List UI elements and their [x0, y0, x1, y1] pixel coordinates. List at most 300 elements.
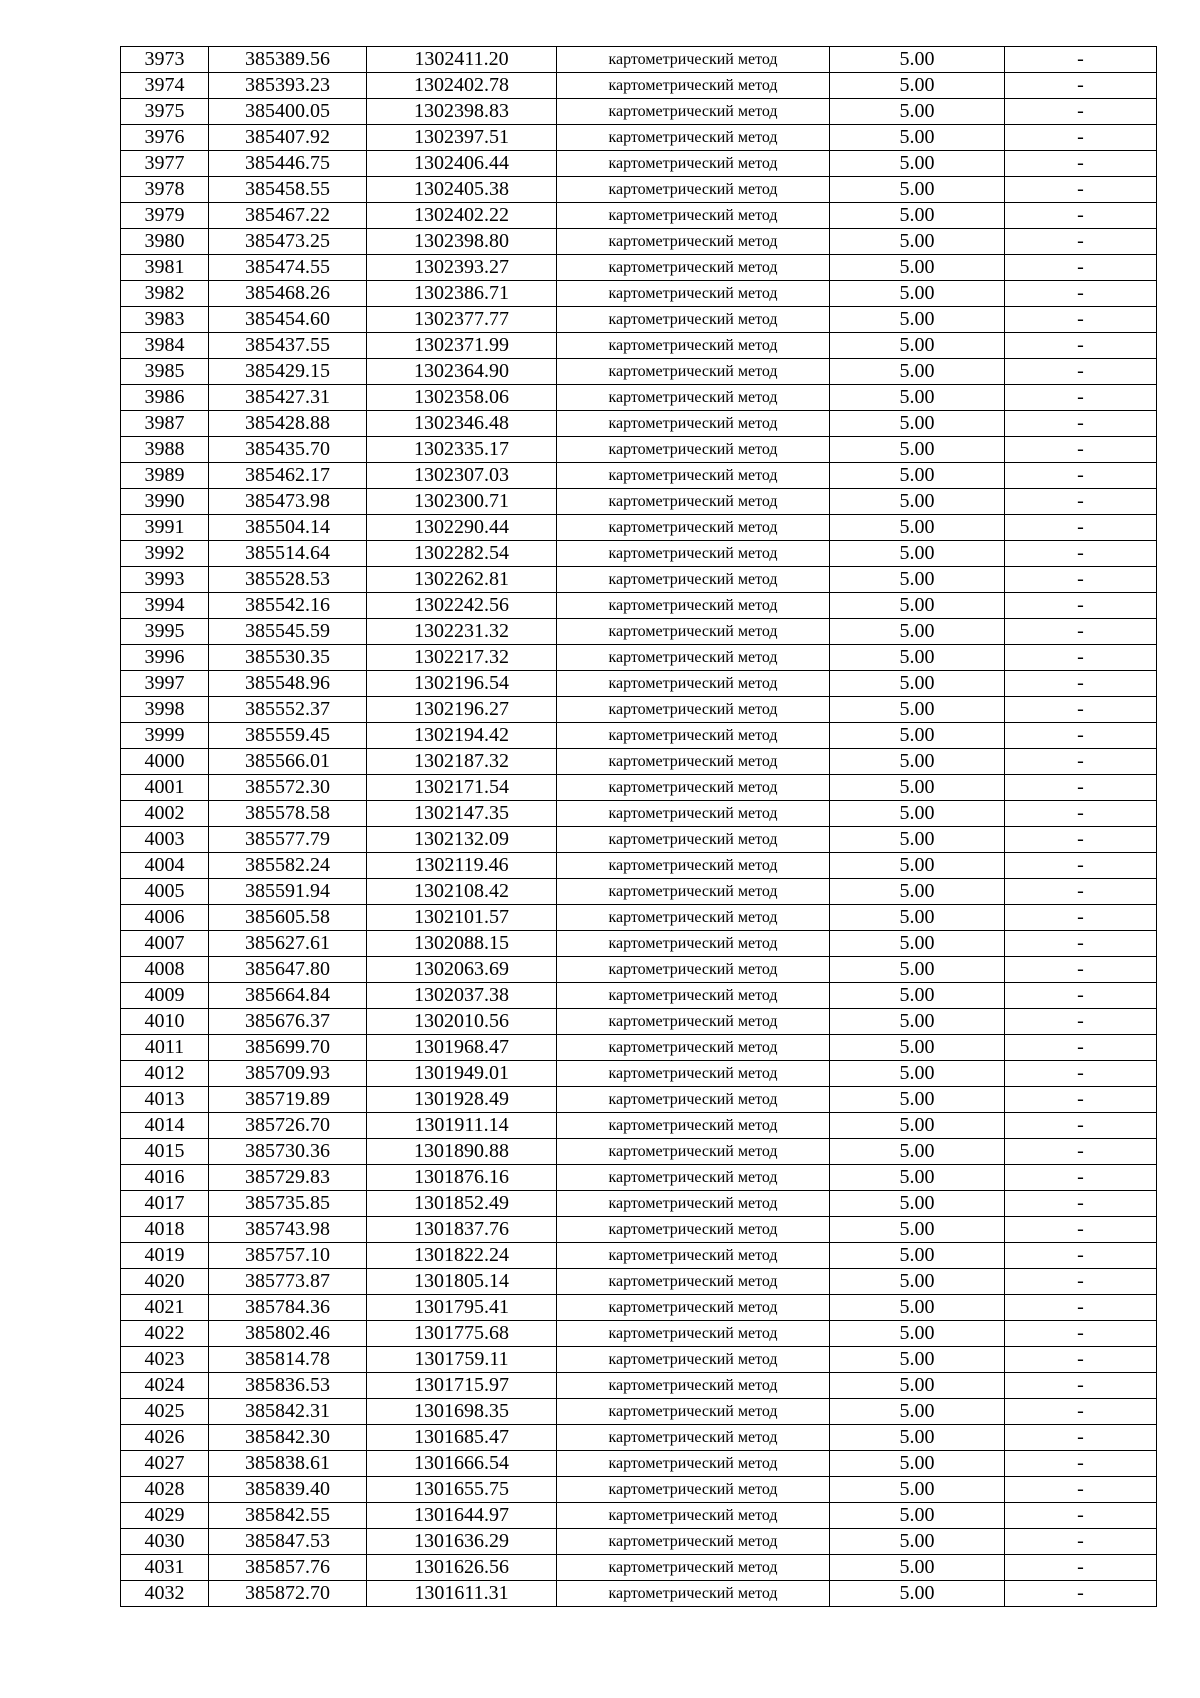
point-number-cell: 4030 [121, 1529, 209, 1555]
x-coordinate-cell: 385627.61 [209, 931, 367, 957]
accuracy-cell: 5.00 [830, 931, 1005, 957]
point-number-cell: 4009 [121, 983, 209, 1009]
x-coordinate-cell: 385842.31 [209, 1399, 367, 1425]
table-row [121, 1217, 1157, 1243]
y-coordinate-cell: 1302147.35 [367, 801, 557, 827]
point-number-cell: 3981 [121, 255, 209, 281]
method-cell: картометрический метод [557, 1477, 830, 1503]
x-coordinate-cell: 385836.53 [209, 1373, 367, 1399]
table-row [121, 957, 1157, 983]
accuracy-cell: 5.00 [830, 957, 1005, 983]
point-number-cell: 3993 [121, 567, 209, 593]
x-coordinate-cell: 385676.37 [209, 1009, 367, 1035]
note-cell: - [1005, 775, 1157, 801]
table-row [121, 541, 1157, 567]
table-row [121, 983, 1157, 1009]
table-row [121, 281, 1157, 307]
x-coordinate-cell: 385400.05 [209, 99, 367, 125]
table-row [121, 593, 1157, 619]
method-cell: картометрический метод [557, 905, 830, 931]
x-coordinate-cell: 385802.46 [209, 1321, 367, 1347]
method-cell: картометрический метод [557, 437, 830, 463]
accuracy-cell: 5.00 [830, 177, 1005, 203]
method-cell: картометрический метод [557, 177, 830, 203]
y-coordinate-cell: 1301666.54 [367, 1451, 557, 1477]
accuracy-cell: 5.00 [830, 411, 1005, 437]
y-coordinate-cell: 1302037.38 [367, 983, 557, 1009]
note-cell: - [1005, 333, 1157, 359]
accuracy-cell: 5.00 [830, 853, 1005, 879]
table-row [121, 1425, 1157, 1451]
point-number-cell: 4010 [121, 1009, 209, 1035]
y-coordinate-cell: 1302398.80 [367, 229, 557, 255]
x-coordinate-cell: 385407.92 [209, 125, 367, 151]
method-cell: картометрический метод [557, 229, 830, 255]
accuracy-cell: 5.00 [830, 879, 1005, 905]
point-number-cell: 3983 [121, 307, 209, 333]
point-number-cell: 3973 [121, 47, 209, 73]
accuracy-cell: 5.00 [830, 775, 1005, 801]
point-number-cell: 4006 [121, 905, 209, 931]
y-coordinate-cell: 1302364.90 [367, 359, 557, 385]
point-number-cell: 4029 [121, 1503, 209, 1529]
method-cell: картометрический метод [557, 203, 830, 229]
x-coordinate-cell: 385468.26 [209, 281, 367, 307]
note-cell: - [1005, 1451, 1157, 1477]
accuracy-cell: 5.00 [830, 463, 1005, 489]
method-cell: картометрический метод [557, 125, 830, 151]
accuracy-cell: 5.00 [830, 801, 1005, 827]
note-cell: - [1005, 99, 1157, 125]
point-number-cell: 3982 [121, 281, 209, 307]
note-cell: - [1005, 1165, 1157, 1191]
note-cell: - [1005, 1269, 1157, 1295]
note-cell: - [1005, 307, 1157, 333]
method-cell: картометрический метод [557, 1529, 830, 1555]
note-cell: - [1005, 1425, 1157, 1451]
y-coordinate-cell: 1302217.32 [367, 645, 557, 671]
point-number-cell: 3997 [121, 671, 209, 697]
method-cell: картометрический метод [557, 801, 830, 827]
y-coordinate-cell: 1301822.24 [367, 1243, 557, 1269]
method-cell: картометрический метод [557, 1321, 830, 1347]
point-number-cell: 3996 [121, 645, 209, 671]
y-coordinate-cell: 1302358.06 [367, 385, 557, 411]
x-coordinate-cell: 385446.75 [209, 151, 367, 177]
accuracy-cell: 5.00 [830, 437, 1005, 463]
x-coordinate-cell: 385542.16 [209, 593, 367, 619]
accuracy-cell: 5.00 [830, 151, 1005, 177]
method-cell: картометрический метод [557, 853, 830, 879]
y-coordinate-cell: 1302196.54 [367, 671, 557, 697]
y-coordinate-cell: 1301837.76 [367, 1217, 557, 1243]
point-number-cell: 4015 [121, 1139, 209, 1165]
method-cell: картометрический метод [557, 489, 830, 515]
note-cell: - [1005, 671, 1157, 697]
accuracy-cell: 5.00 [830, 281, 1005, 307]
x-coordinate-cell: 385842.55 [209, 1503, 367, 1529]
accuracy-cell: 5.00 [830, 1061, 1005, 1087]
table-row [121, 1529, 1157, 1555]
accuracy-cell: 5.00 [830, 1035, 1005, 1061]
note-cell: - [1005, 541, 1157, 567]
accuracy-cell: 5.00 [830, 619, 1005, 645]
method-cell: картометрический метод [557, 1425, 830, 1451]
x-coordinate-cell: 385428.88 [209, 411, 367, 437]
accuracy-cell: 5.00 [830, 1347, 1005, 1373]
y-coordinate-cell: 1301968.47 [367, 1035, 557, 1061]
table-row [121, 1451, 1157, 1477]
y-coordinate-cell: 1302262.81 [367, 567, 557, 593]
table-row [121, 177, 1157, 203]
method-cell: картометрический метод [557, 281, 830, 307]
point-number-cell: 3985 [121, 359, 209, 385]
table-row [121, 697, 1157, 723]
table-row [121, 307, 1157, 333]
note-cell: - [1005, 151, 1157, 177]
note-cell: - [1005, 749, 1157, 775]
point-number-cell: 4003 [121, 827, 209, 853]
table-row [121, 1165, 1157, 1191]
method-cell: картометрический метод [557, 593, 830, 619]
point-number-cell: 3992 [121, 541, 209, 567]
table-row [121, 749, 1157, 775]
note-cell: - [1005, 723, 1157, 749]
y-coordinate-cell: 1302393.27 [367, 255, 557, 281]
note-cell: - [1005, 593, 1157, 619]
point-number-cell: 4024 [121, 1373, 209, 1399]
y-coordinate-cell: 1302377.77 [367, 307, 557, 333]
x-coordinate-cell: 385458.55 [209, 177, 367, 203]
accuracy-cell: 5.00 [830, 749, 1005, 775]
point-number-cell: 4002 [121, 801, 209, 827]
method-cell: картометрический метод [557, 1113, 830, 1139]
x-coordinate-cell: 385437.55 [209, 333, 367, 359]
x-coordinate-cell: 385709.93 [209, 1061, 367, 1087]
y-coordinate-cell: 1301949.01 [367, 1061, 557, 1087]
table-row [121, 645, 1157, 671]
note-cell: - [1005, 1217, 1157, 1243]
method-cell: картометрический метод [557, 1269, 830, 1295]
method-cell: картометрический метод [557, 463, 830, 489]
table-row [121, 1347, 1157, 1373]
y-coordinate-cell: 1302398.83 [367, 99, 557, 125]
note-cell: - [1005, 73, 1157, 99]
accuracy-cell: 5.00 [830, 1529, 1005, 1555]
note-cell: - [1005, 645, 1157, 671]
x-coordinate-cell: 385842.30 [209, 1425, 367, 1451]
method-cell: картометрический метод [557, 359, 830, 385]
x-coordinate-cell: 385735.85 [209, 1191, 367, 1217]
table-row [121, 1113, 1157, 1139]
accuracy-cell: 5.00 [830, 385, 1005, 411]
table-row [121, 385, 1157, 411]
method-cell: картометрический метод [557, 957, 830, 983]
note-cell: - [1005, 281, 1157, 307]
point-number-cell: 3980 [121, 229, 209, 255]
point-number-cell: 4012 [121, 1061, 209, 1087]
method-cell: картометрический метод [557, 1503, 830, 1529]
point-number-cell: 3994 [121, 593, 209, 619]
note-cell: - [1005, 1477, 1157, 1503]
accuracy-cell: 5.00 [830, 333, 1005, 359]
y-coordinate-cell: 1302119.46 [367, 853, 557, 879]
y-coordinate-cell: 1301775.68 [367, 1321, 557, 1347]
point-number-cell: 4032 [121, 1581, 209, 1607]
y-coordinate-cell: 1302108.42 [367, 879, 557, 905]
note-cell: - [1005, 1243, 1157, 1269]
point-number-cell: 4001 [121, 775, 209, 801]
table-row [121, 1191, 1157, 1217]
note-cell: - [1005, 125, 1157, 151]
point-number-cell: 4011 [121, 1035, 209, 1061]
method-cell: картометрический метод [557, 411, 830, 437]
method-cell: картометрический метод [557, 697, 830, 723]
method-cell: картометрический метод [557, 333, 830, 359]
table-row [121, 879, 1157, 905]
point-number-cell: 3977 [121, 151, 209, 177]
method-cell: картометрический метод [557, 307, 830, 333]
method-cell: картометрический метод [557, 879, 830, 905]
x-coordinate-cell: 385773.87 [209, 1269, 367, 1295]
note-cell: - [1005, 619, 1157, 645]
accuracy-cell: 5.00 [830, 47, 1005, 73]
x-coordinate-cell: 385566.01 [209, 749, 367, 775]
note-cell: - [1005, 359, 1157, 385]
note-cell: - [1005, 827, 1157, 853]
accuracy-cell: 5.00 [830, 567, 1005, 593]
point-number-cell: 4007 [121, 931, 209, 957]
y-coordinate-cell: 1301698.35 [367, 1399, 557, 1425]
note-cell: - [1005, 905, 1157, 931]
note-cell: - [1005, 1035, 1157, 1061]
x-coordinate-cell: 385474.55 [209, 255, 367, 281]
note-cell: - [1005, 801, 1157, 827]
method-cell: картометрический метод [557, 255, 830, 281]
table-row [121, 905, 1157, 931]
point-number-cell: 3988 [121, 437, 209, 463]
x-coordinate-cell: 385545.59 [209, 619, 367, 645]
x-coordinate-cell: 385454.60 [209, 307, 367, 333]
x-coordinate-cell: 385757.10 [209, 1243, 367, 1269]
accuracy-cell: 5.00 [830, 255, 1005, 281]
note-cell: - [1005, 1191, 1157, 1217]
method-cell: картометрический метод [557, 541, 830, 567]
x-coordinate-cell: 385393.23 [209, 73, 367, 99]
point-number-cell: 4005 [121, 879, 209, 905]
table-row [121, 1295, 1157, 1321]
table-row [121, 1009, 1157, 1035]
table-row [121, 47, 1157, 73]
x-coordinate-cell: 385647.80 [209, 957, 367, 983]
point-number-cell: 3987 [121, 411, 209, 437]
method-cell: картометрический метод [557, 983, 830, 1009]
x-coordinate-cell: 385838.61 [209, 1451, 367, 1477]
table-row [121, 723, 1157, 749]
accuracy-cell: 5.00 [830, 983, 1005, 1009]
point-number-cell: 3975 [121, 99, 209, 125]
method-cell: картометрический метод [557, 385, 830, 411]
y-coordinate-cell: 1302386.71 [367, 281, 557, 307]
point-number-cell: 4014 [121, 1113, 209, 1139]
method-cell: картометрический метод [557, 619, 830, 645]
point-number-cell: 3991 [121, 515, 209, 541]
table-row [121, 99, 1157, 125]
note-cell: - [1005, 931, 1157, 957]
note-cell: - [1005, 853, 1157, 879]
method-cell: картометрический метод [557, 645, 830, 671]
x-coordinate-cell: 385719.89 [209, 1087, 367, 1113]
y-coordinate-cell: 1302290.44 [367, 515, 557, 541]
note-cell: - [1005, 1009, 1157, 1035]
point-number-cell: 4022 [121, 1321, 209, 1347]
y-coordinate-cell: 1302187.32 [367, 749, 557, 775]
point-number-cell: 3976 [121, 125, 209, 151]
accuracy-cell: 5.00 [830, 229, 1005, 255]
point-number-cell: 3998 [121, 697, 209, 723]
table-row [121, 1087, 1157, 1113]
y-coordinate-cell: 1302405.38 [367, 177, 557, 203]
y-coordinate-cell: 1302397.51 [367, 125, 557, 151]
table-row [121, 931, 1157, 957]
accuracy-cell: 5.00 [830, 671, 1005, 697]
table-row [121, 203, 1157, 229]
x-coordinate-cell: 385435.70 [209, 437, 367, 463]
point-number-cell: 4008 [121, 957, 209, 983]
note-cell: - [1005, 1399, 1157, 1425]
y-coordinate-cell: 1302406.44 [367, 151, 557, 177]
y-coordinate-cell: 1302101.57 [367, 905, 557, 931]
table-row [121, 255, 1157, 281]
note-cell: - [1005, 1581, 1157, 1607]
y-coordinate-cell: 1301636.29 [367, 1529, 557, 1555]
note-cell: - [1005, 203, 1157, 229]
point-number-cell: 4019 [121, 1243, 209, 1269]
method-cell: картометрический метод [557, 1243, 830, 1269]
point-number-cell: 4017 [121, 1191, 209, 1217]
x-coordinate-cell: 385473.98 [209, 489, 367, 515]
method-cell: картометрический метод [557, 1217, 830, 1243]
note-cell: - [1005, 1295, 1157, 1321]
y-coordinate-cell: 1301852.49 [367, 1191, 557, 1217]
table-row [121, 125, 1157, 151]
y-coordinate-cell: 1302402.22 [367, 203, 557, 229]
accuracy-cell: 5.00 [830, 1399, 1005, 1425]
point-number-cell: 3989 [121, 463, 209, 489]
table-row [121, 1243, 1157, 1269]
x-coordinate-cell: 385572.30 [209, 775, 367, 801]
table-row [121, 1399, 1157, 1425]
note-cell: - [1005, 1529, 1157, 1555]
accuracy-cell: 5.00 [830, 1321, 1005, 1347]
point-number-cell: 4028 [121, 1477, 209, 1503]
point-number-cell: 3984 [121, 333, 209, 359]
y-coordinate-cell: 1302402.78 [367, 73, 557, 99]
y-coordinate-cell: 1302282.54 [367, 541, 557, 567]
table-row [121, 567, 1157, 593]
x-coordinate-cell: 385814.78 [209, 1347, 367, 1373]
table-row [121, 333, 1157, 359]
x-coordinate-cell: 385429.15 [209, 359, 367, 385]
y-coordinate-cell: 1302307.03 [367, 463, 557, 489]
x-coordinate-cell: 385462.17 [209, 463, 367, 489]
accuracy-cell: 5.00 [830, 203, 1005, 229]
method-cell: картометрический метод [557, 1347, 830, 1373]
point-number-cell: 3986 [121, 385, 209, 411]
accuracy-cell: 5.00 [830, 723, 1005, 749]
accuracy-cell: 5.00 [830, 307, 1005, 333]
x-coordinate-cell: 385743.98 [209, 1217, 367, 1243]
table-row [121, 437, 1157, 463]
accuracy-cell: 5.00 [830, 1139, 1005, 1165]
method-cell: картометрический метод [557, 671, 830, 697]
table-row [121, 1581, 1157, 1607]
table-row [121, 1503, 1157, 1529]
x-coordinate-cell: 385528.53 [209, 567, 367, 593]
x-coordinate-cell: 385839.40 [209, 1477, 367, 1503]
note-cell: - [1005, 1087, 1157, 1113]
note-cell: - [1005, 1373, 1157, 1399]
table-row [121, 229, 1157, 255]
accuracy-cell: 5.00 [830, 1295, 1005, 1321]
accuracy-cell: 5.00 [830, 125, 1005, 151]
table-row [121, 73, 1157, 99]
point-number-cell: 4004 [121, 853, 209, 879]
note-cell: - [1005, 515, 1157, 541]
accuracy-cell: 5.00 [830, 515, 1005, 541]
x-coordinate-cell: 385847.53 [209, 1529, 367, 1555]
accuracy-cell: 5.00 [830, 489, 1005, 515]
table-row [121, 489, 1157, 515]
point-number-cell: 3974 [121, 73, 209, 99]
table-row [121, 853, 1157, 879]
method-cell: картометрический метод [557, 515, 830, 541]
x-coordinate-cell: 385473.25 [209, 229, 367, 255]
method-cell: картометрический метод [557, 1165, 830, 1191]
method-cell: картометрический метод [557, 1373, 830, 1399]
point-number-cell: 4031 [121, 1555, 209, 1581]
x-coordinate-cell: 385504.14 [209, 515, 367, 541]
point-number-cell: 4027 [121, 1451, 209, 1477]
method-cell: картометрический метод [557, 151, 830, 177]
method-cell: картометрический метод [557, 1581, 830, 1607]
note-cell: - [1005, 983, 1157, 1009]
x-coordinate-cell: 385784.36 [209, 1295, 367, 1321]
note-cell: - [1005, 1061, 1157, 1087]
accuracy-cell: 5.00 [830, 1503, 1005, 1529]
method-cell: картометрический метод [557, 1061, 830, 1087]
y-coordinate-cell: 1302346.48 [367, 411, 557, 437]
table-row [121, 411, 1157, 437]
x-coordinate-cell: 385577.79 [209, 827, 367, 853]
method-cell: картометрический метод [557, 1451, 830, 1477]
point-number-cell: 3999 [121, 723, 209, 749]
accuracy-cell: 5.00 [830, 541, 1005, 567]
y-coordinate-cell: 1301759.11 [367, 1347, 557, 1373]
method-cell: картометрический метод [557, 1035, 830, 1061]
accuracy-cell: 5.00 [830, 1243, 1005, 1269]
note-cell: - [1005, 385, 1157, 411]
note-cell: - [1005, 411, 1157, 437]
method-cell: картометрический метод [557, 1555, 830, 1581]
table-row [121, 1477, 1157, 1503]
accuracy-cell: 5.00 [830, 1555, 1005, 1581]
accuracy-cell: 5.00 [830, 697, 1005, 723]
x-coordinate-cell: 385730.36 [209, 1139, 367, 1165]
accuracy-cell: 5.00 [830, 1217, 1005, 1243]
note-cell: - [1005, 567, 1157, 593]
table-row [121, 1139, 1157, 1165]
